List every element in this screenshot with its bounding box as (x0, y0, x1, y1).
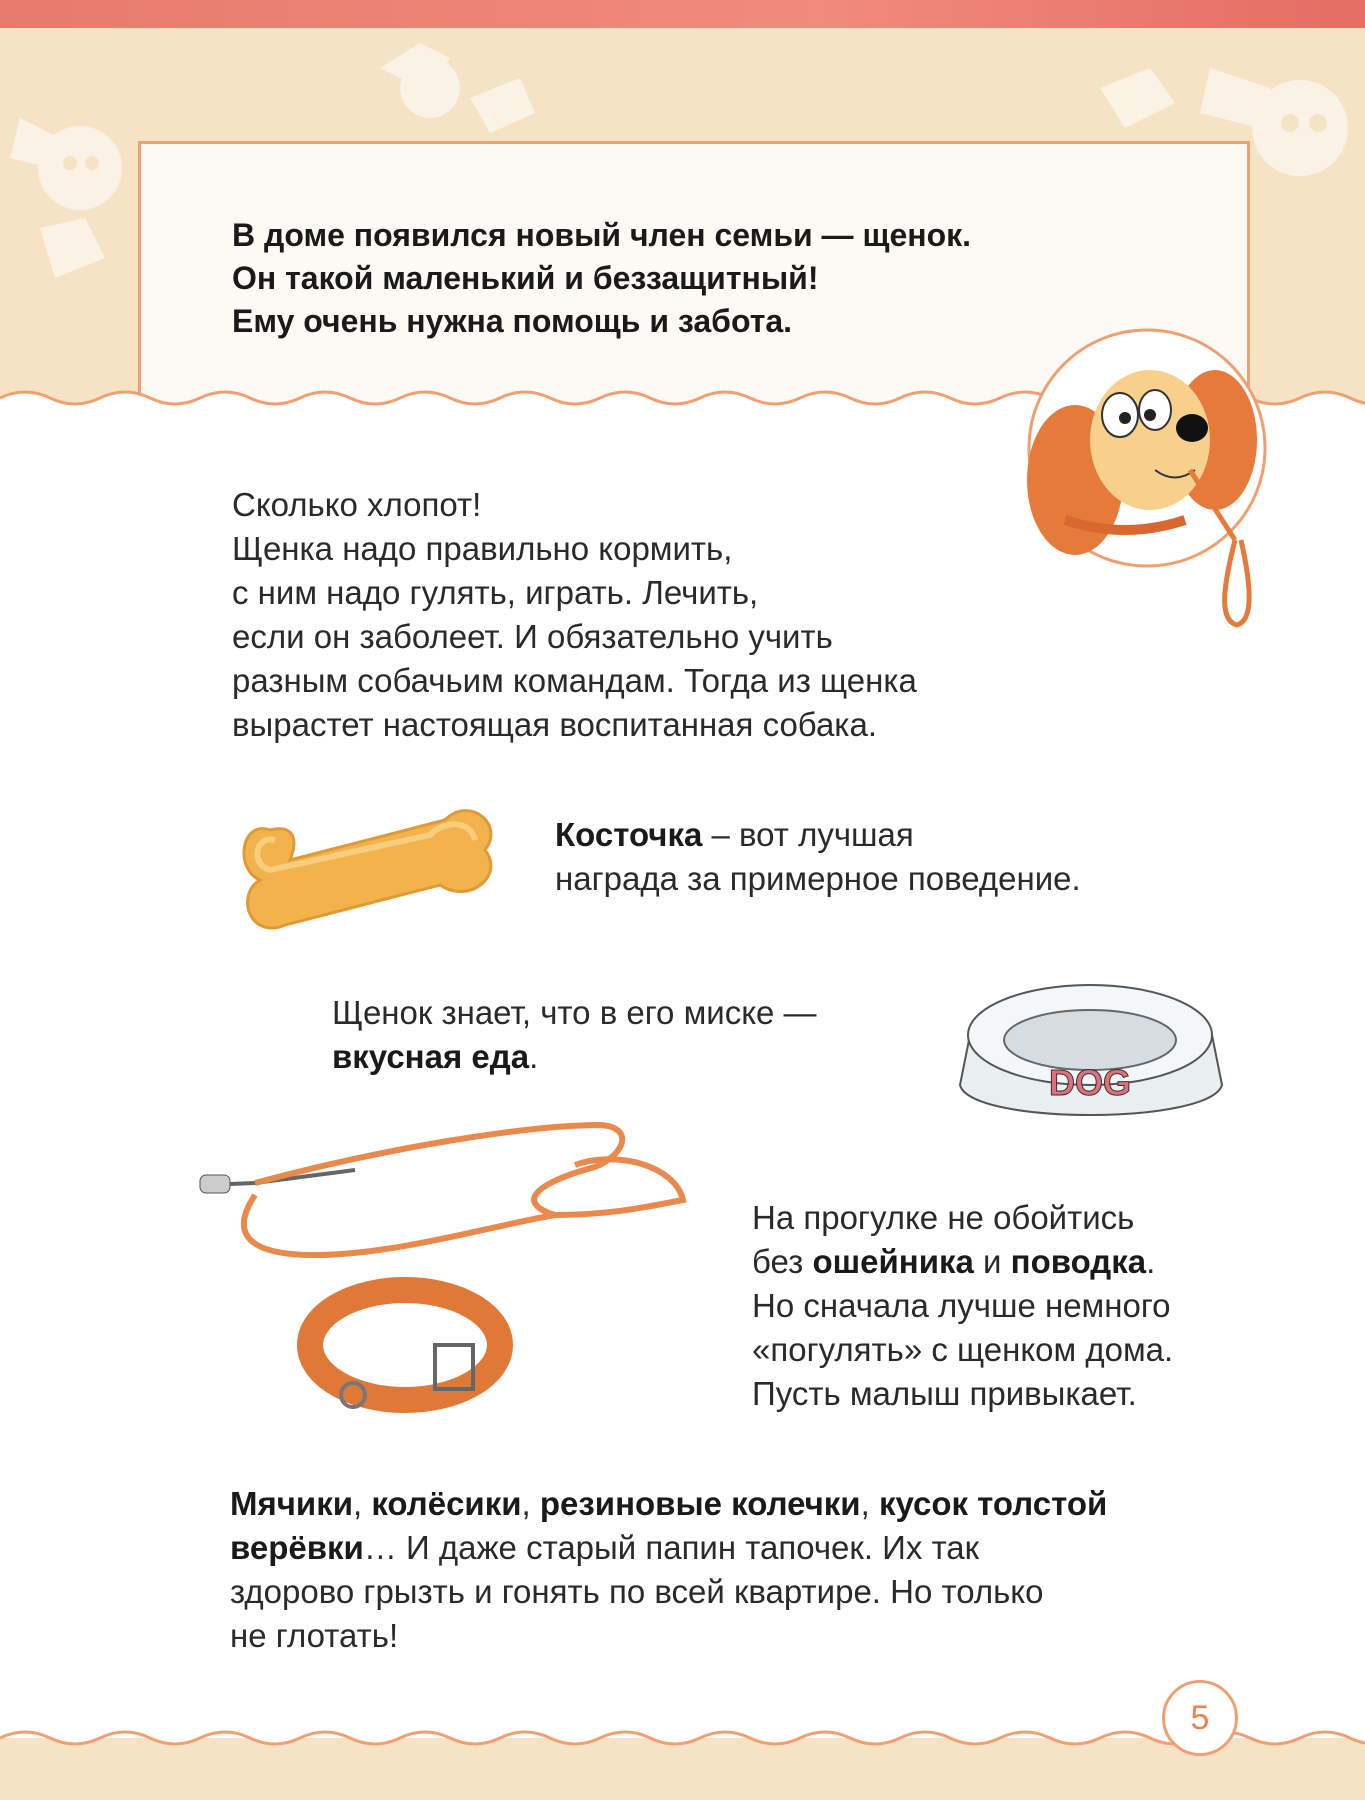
page-number (1162, 1680, 1238, 1756)
toys-bold-balls: Мячики (230, 1485, 353, 1522)
intro-line-2: Он такой маленький и беззащитный! (232, 260, 819, 296)
collar-caption-bold-collar: ошейника (812, 1243, 974, 1280)
leash-collar-illustration (195, 1105, 695, 1425)
bone-caption-line-2: награда за примерное поведение. (555, 860, 1081, 897)
main-paragraph (232, 483, 917, 747)
bone-caption-rest: – вот лучшая (702, 816, 914, 853)
toys-bold-wheels: колёсики (371, 1485, 522, 1522)
collar-caption-bold-leash: поводка (1010, 1243, 1147, 1280)
collar-caption-line-2b: и (973, 1243, 1011, 1280)
toys-line-3: здорово грызть и гонять по всей квартире. Но только (230, 1573, 1044, 1610)
collar-caption-line-2a: без (752, 1243, 813, 1280)
collar-caption-line-1: На прогулке не обойтись (752, 1199, 1135, 1236)
intro-line-3: Ему очень нужна помощь и забота. (232, 303, 793, 339)
intro-line-1: В доме появился новый член семьи — щенок. (232, 217, 972, 253)
collar-caption-line-3: Но сначала лучше немного (752, 1287, 1171, 1324)
bowl-caption-line-1: Щенок знает, что в его миске — (332, 994, 817, 1031)
toys-sep-3: , (860, 1485, 879, 1522)
collar-caption-line-5: Пусть малыш привыкает. (752, 1375, 1137, 1412)
collar-caption-line-2c: . (1146, 1243, 1156, 1280)
puppy-illustration (1005, 320, 1305, 640)
intro-text (232, 214, 971, 343)
toys-bold-rings: резиновые колечки (539, 1485, 861, 1522)
collar-caption (752, 1196, 1173, 1416)
main-line-1: Сколько хлопот! (232, 486, 482, 523)
main-line-4: если он заболеет. И обязательно учить (232, 618, 833, 655)
bone-caption (555, 813, 1081, 901)
bowl-dog-label: DOG (1048, 1062, 1132, 1103)
toys-bold-rope-1: кусок толстой (878, 1485, 1108, 1522)
toys-line-2-rest: … И даже старый папин тапочек. Их так (363, 1529, 980, 1566)
toys-sep-2: , (521, 1485, 540, 1522)
bone-illustration (230, 790, 510, 960)
page-number-text: 5 (1190, 1698, 1210, 1737)
footer-wave-border (0, 1718, 1365, 1758)
main-line-3: с ним надо гулять, играть. Лечить, (232, 574, 759, 611)
main-line-6: вырастет настоящая воспитанная собака. (232, 706, 877, 743)
collar-caption-line-4: «погулять» с щенком дома. (752, 1331, 1174, 1368)
bowl-caption (332, 991, 817, 1079)
top-color-strip (0, 0, 1365, 28)
main-line-5: разным собачьим командам. Тогда из щенка (232, 662, 917, 699)
toys-line-4: не глотать! (230, 1617, 399, 1654)
dog-bowl-illustration (950, 955, 1230, 1140)
bone-caption-bold: Косточка (555, 816, 703, 853)
main-line-2: Щенка надо правильно кормить, (232, 530, 733, 567)
toys-sep-1: , (353, 1485, 372, 1522)
bowl-caption-bold: вкусная еда (332, 1038, 530, 1075)
bowl-caption-tail: . (529, 1038, 539, 1075)
toys-paragraph (230, 1482, 1107, 1658)
toys-bold-rope-2: верёвки (230, 1529, 364, 1566)
